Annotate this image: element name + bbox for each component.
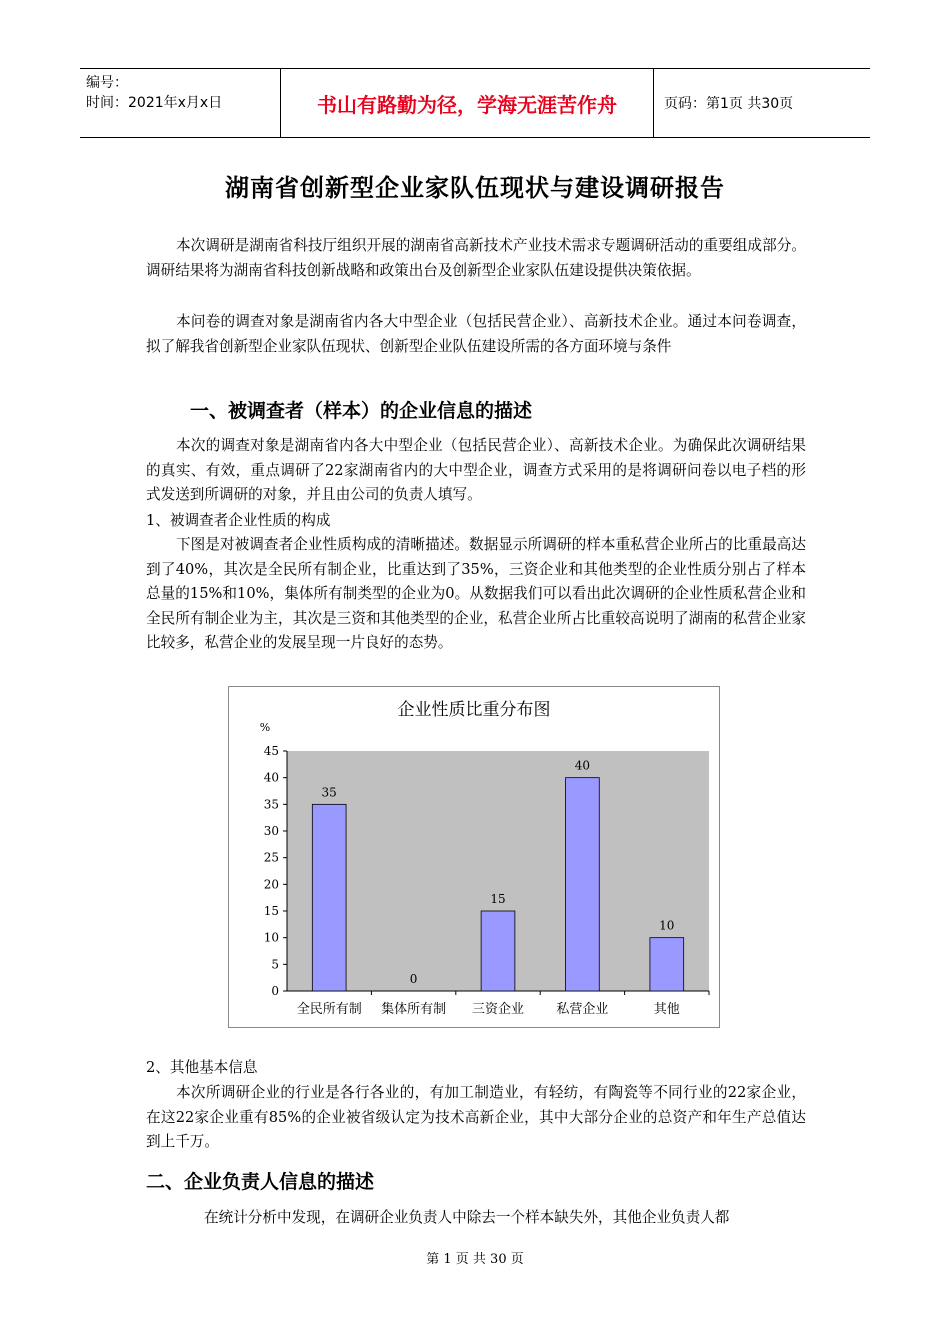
time-label: 时间：2021年x月x日 [86,95,223,111]
chart-ylabel: % [259,721,271,734]
document-title: 湖南省创新型企业家队伍现状与建设调研报告 [225,174,725,202]
chart-title: 企业性质比重分布图 [397,700,551,720]
x-tick-label: 其他 [653,1002,680,1017]
x-tick-label: 集体所有制 [381,1002,447,1017]
data-label: 10 [659,918,675,933]
x-tick-label: 私营企业 [556,1002,609,1017]
bar-chart [228,686,720,1028]
bar [566,778,600,991]
y-tick-label: 15 [263,904,279,918]
section2-paragraph-1: 在统计分析中发现，在调研企业负责人中除去一个样本缺失外，其他企业负责人都 [204,1209,730,1226]
bar-chart-svg [229,687,719,1027]
section1-paragraph-2: 下图是对被调查者企业性质构成的清晰描述。数据显示所调研的样本重私营企业所占的比重最高达到了40%，其次是全民所有制企业，比重达到了35%，三资企业和其他类型的企业性质分别占了样本总量的15%和10%，集体所有制类型的企业为0。从数据我们可以看出此次调研的企业性质私营企业和全民所有制企业为主，其次是三资和其他类型的企业，私营企业所占比重较高说明了湖南的私营企业家比较多，私营企业的发展呈现一片良好的态势。 [146,536,806,651]
section1-paragraph-3: 本次所调研企业的行业是各行各业的，有加工制造业，有轻纺，有陶瓷等不同行业的22家企业，在这22家企业重有85%的企业被省级认定为技术高新企业，其中大部分企业的总资产和年生产总值达到上千万。 [146,1084,806,1150]
section2-heading: 二、企业负责人信息的描述 [146,1171,375,1193]
y-tick-label: 0 [271,984,279,998]
y-tick-label: 40 [263,770,279,785]
data-label: 0 [409,972,418,986]
intro-paragraph-2: 本问卷的调查对象是湖南省内各大中型企业（包括民营企业）、高新技术企业。通过本问卷调查，拟了解我省创新型企业家队伍现状、创新型企业队伍建设所需的各方面环境与条件 [146,313,806,355]
data-label: 40 [574,758,591,773]
section1-heading: 一、被调查者（样本）的企业信息的描述 [190,400,533,422]
y-tick-label: 25 [263,850,279,865]
header-motto: 书山有路勤为径，学海无涯苦作舟 [280,69,654,137]
plot-area [264,744,709,1017]
page-header [80,68,870,138]
x-tick-label: 全民所有制 [296,1002,362,1017]
x-tick-label: 三资企业 [471,1002,525,1017]
section1-paragraph-1: 本次的调查对象是湖南省内各大中型企业（包括民营企业）、高新技术企业。为确保此次调研结果的真实、有效，重点调研了22家湖南省内的大中型企业，调查方式采用的是将调研问卷以电子档的形式发送到所调研的对象，并且由公司的负责人填写。 [146,437,806,503]
data-label: 35 [321,785,337,800]
y-tick-label: 20 [263,877,279,892]
intro-paragraph-1: 本次调研是湖南省科技厅组织开展的湖南省高新技术产业技术需求专题调研活动的重要组成部分。调研结果将为湖南省科技创新战略和政策出台及创新型企业家队伍建设提供决策依据。 [146,237,806,279]
number-label: 编号： [86,75,128,91]
section1-subheading-2: 2、其他基本信息 [146,1059,258,1076]
y-tick-label: 30 [263,824,279,838]
bar [650,938,684,991]
header-meta [80,69,280,137]
y-tick-label: 10 [263,930,279,945]
section1-subheading-1: 1、被调查者企业性质的构成 [146,512,331,529]
bar [312,804,346,991]
y-tick-label: 35 [263,797,279,812]
bar [481,911,515,991]
y-tick-label: 5 [271,957,279,972]
y-tick-label: 45 [263,744,279,758]
data-label: 15 [490,892,506,906]
header-page-info: 页码：第1页 共30页 [664,96,794,112]
page-footer: 第 1 页 共 30 页 [426,1252,524,1267]
